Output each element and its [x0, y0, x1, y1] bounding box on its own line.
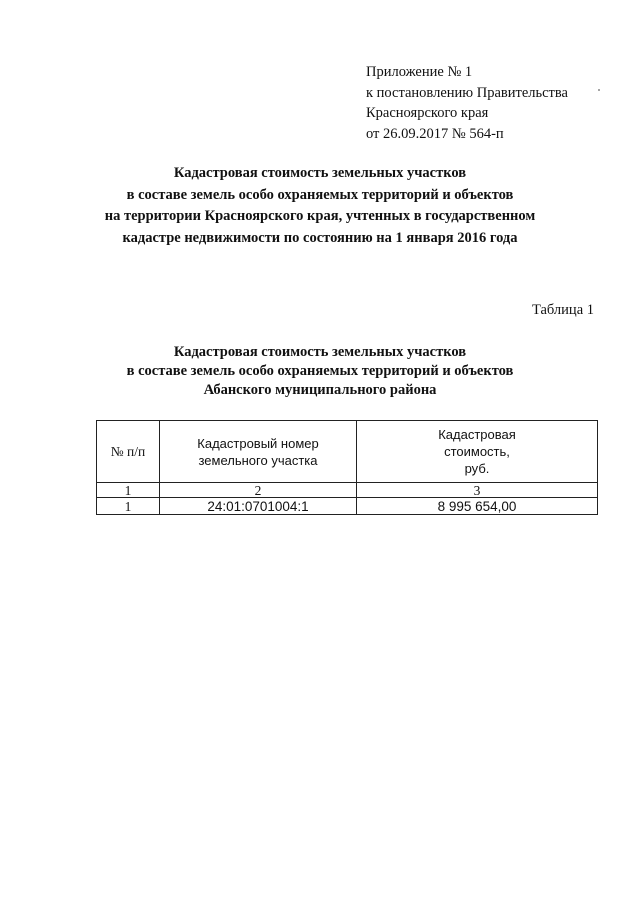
annex-number: Приложение № 1 — [366, 64, 473, 80]
annex-date: от 26.09.2017 № 564-п — [366, 125, 504, 142]
table-title-line: в составе земель особо охраняемых территорий и объектов — [126, 363, 514, 379]
table-label: Таблица 1 — [531, 302, 594, 318]
annex-block — [366, 62, 568, 144]
table-title-line: Абанского муниципального района — [203, 382, 437, 398]
header-text: земельного участка — [198, 452, 318, 468]
cadastral-value-cell: 8 995 654,00 — [357, 498, 598, 515]
document-title — [40, 163, 600, 249]
header-text: Кадастровый номер — [197, 435, 319, 451]
title-line: на территории Красноярского края, учтенных в государственном — [104, 208, 536, 224]
header-cadastral-value — [357, 421, 598, 483]
column-number: 2 — [160, 483, 357, 498]
header-number: № п/п — [97, 421, 160, 483]
title-line: в составе земель особо охраняемых территорий и объектов — [126, 186, 514, 203]
table-title — [40, 343, 600, 400]
column-number-row — [97, 483, 598, 498]
header-text: руб. — [464, 461, 490, 476]
table-row — [97, 498, 598, 515]
column-number: 1 — [97, 483, 160, 498]
table-title-line: Кадастровая стоимость земельных участков — [173, 344, 467, 360]
header-cadastral-number — [160, 421, 357, 483]
cadastre-table — [96, 420, 598, 515]
row-number: 1 — [97, 498, 160, 515]
scan-speck — [598, 89, 600, 91]
table-header-row — [97, 421, 598, 483]
cadastral-number-cell: 24:01:0701004:1 — [160, 498, 357, 515]
title-line: кадастре недвижимости по состоянию на 1 января 2016 года — [122, 229, 518, 246]
header-text: стоимость, — [444, 444, 510, 459]
header-text: Кадастровая — [438, 427, 516, 442]
column-number: 3 — [357, 483, 598, 498]
annex-reference: к постановлению Правительства — [366, 84, 568, 101]
title-line: Кадастровая стоимость земельных участков — [173, 165, 467, 181]
annex-region: Красноярского края — [366, 105, 489, 121]
